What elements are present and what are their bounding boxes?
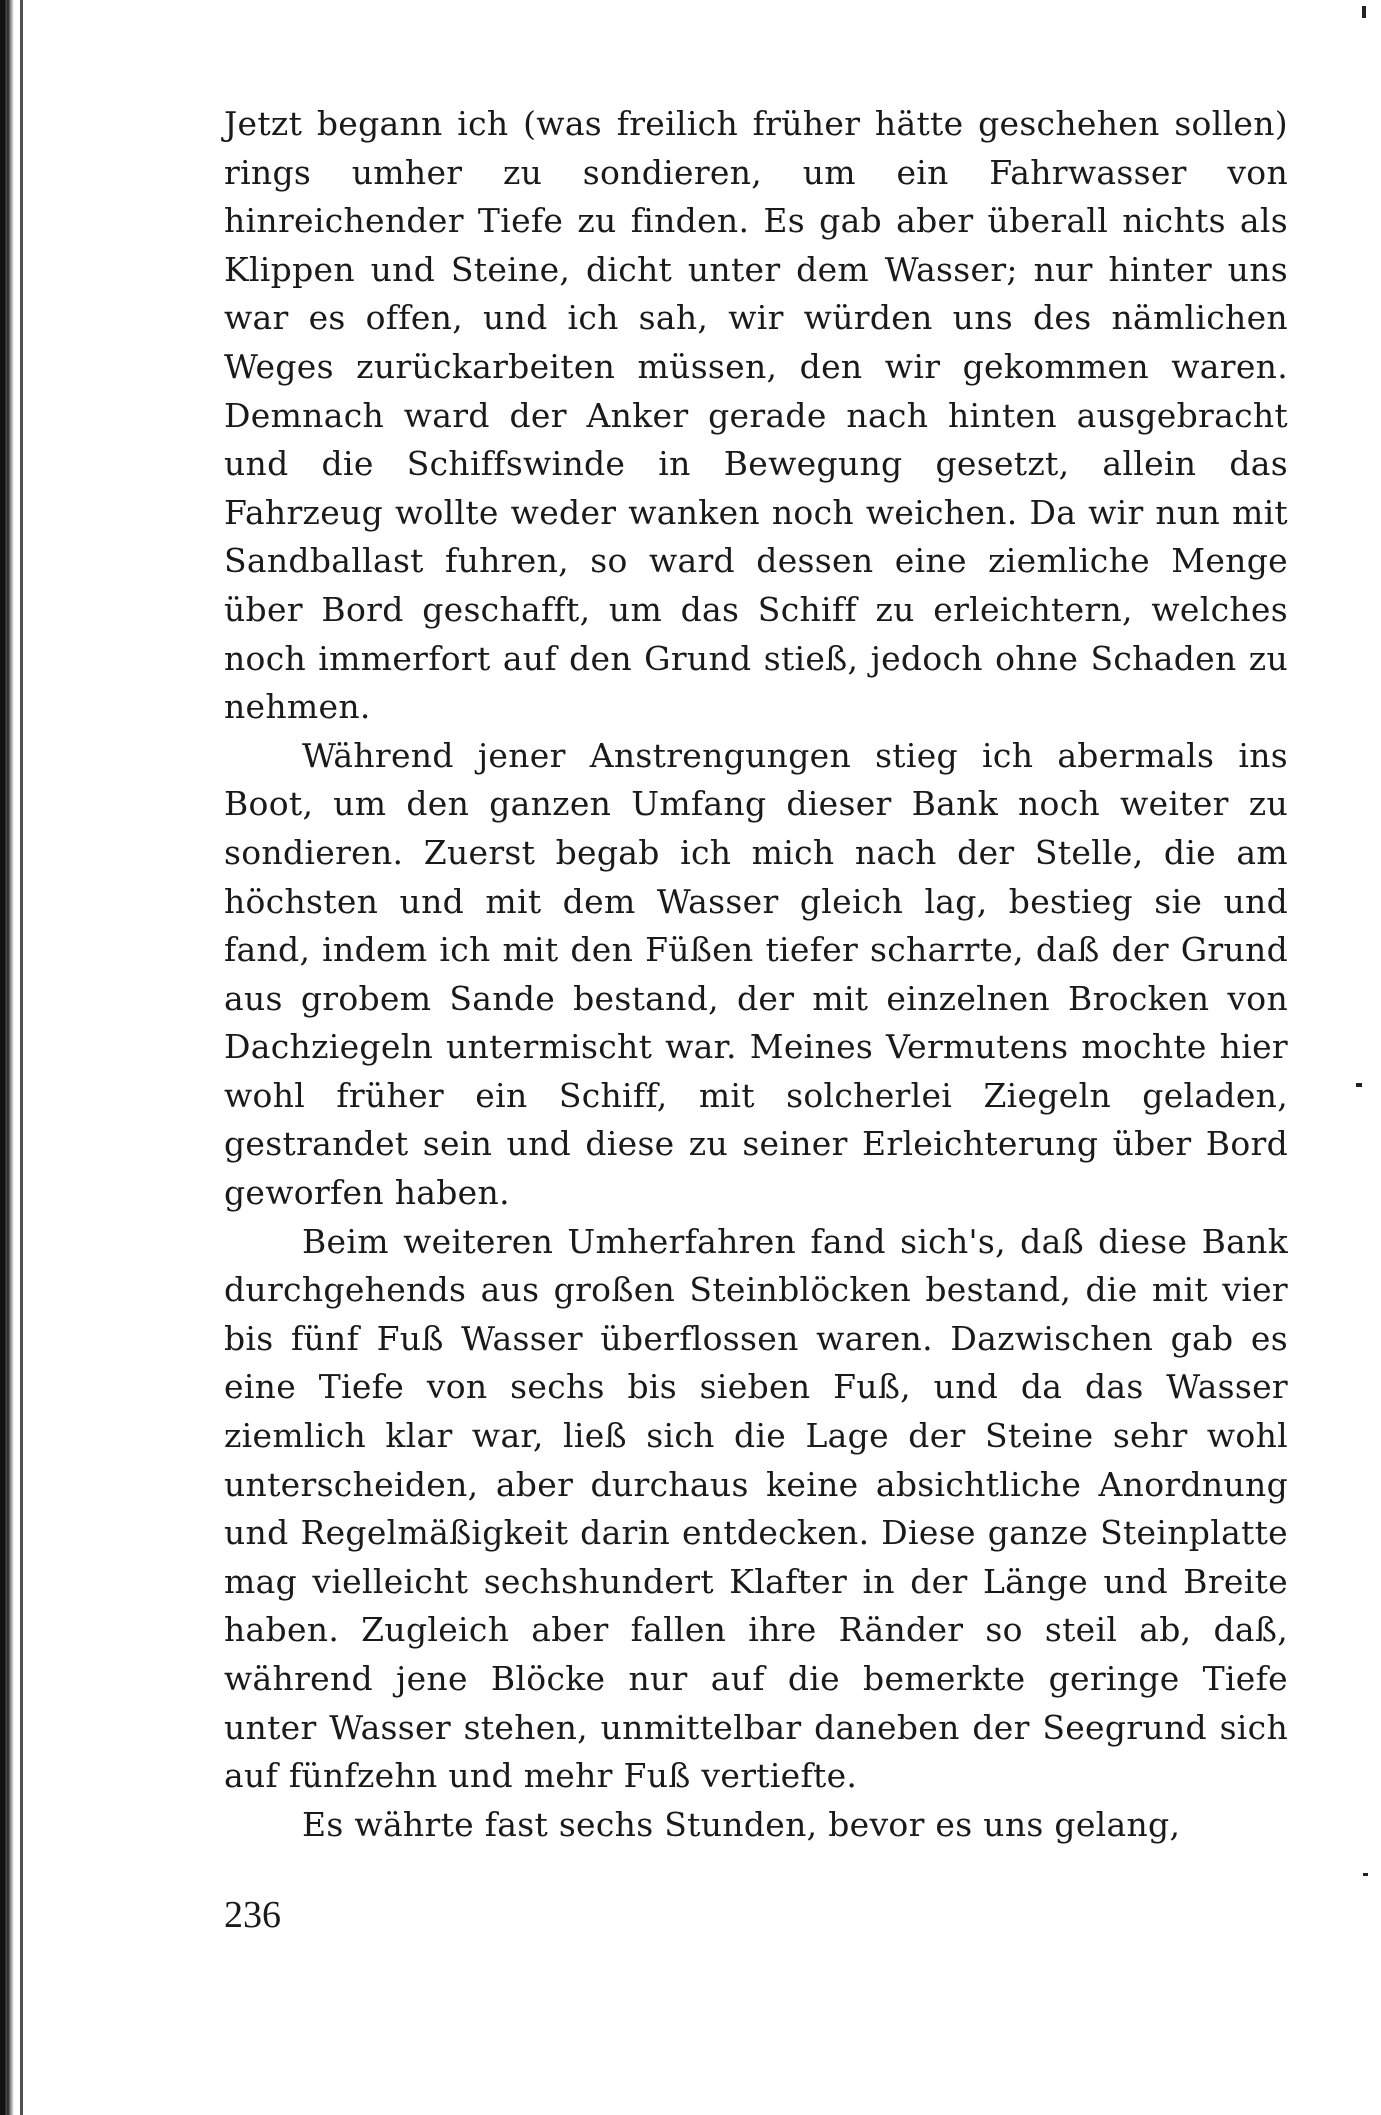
scan-mark-top <box>1362 6 1366 18</box>
paragraph-3: Beim weiteren Umherfahren fand sich's, daß diese Bank durchgehends aus großen Steinblöcken bestand, die mit vier bis fünf Fuß Wasser überflossen waren. Dazwischen gab es eine Tiefe von sechs bis sieben Fuß, und da das Wasser ziemlich klar war, ließ sich die Lage der Steine sehr wohl unterscheiden, aber durchaus keine absichtliche Anordnung und Regelmäßigkeit darin entdecken. Diese ganze Steinplatte mag vielleicht sechshundert Klafter in der Länge und Breite haben. Zugleich aber fallen ihre Ränder so steil ab, daß, während jene Blöcke nur auf die bemerkte geringe Tiefe unter Wasser stehen, unmittelbar daneben der Seegrund sich auf fünfzehn und mehr Fuß vertiefte. <box>224 1221 1288 1796</box>
scan-mark-bottom <box>1363 1873 1368 1876</box>
paragraph-1: Jetzt begann ich (was freilich früher hätte geschehen sollen) rings umher zu sondieren, um ein Fahrwasser von hinreichender Tiefe zu finden. Es gab aber überall nichts als Klippen und Steine, dicht unter dem Wasser; nur hinter uns war es offen, und ich sah, wir würden uns des nämlichen Weges zurückarbeiten müssen, den wir gekommen waren. Demnach ward der Anker gerade nach hinten ausgebracht und die Schiffswinde in Bewegung gesetzt, allein das Fahrzeug wollte weder wanken noch weichen. Da wir nun mit Sandballast fuhren, so ward dessen eine ziemliche Menge über Bord geschafft, um das Schiff zu erleichtern, welches noch immerfort auf den Grund stieß, jedoch ohne Schaden zu nehmen. <box>224 104 1288 727</box>
page-number: 236 <box>224 1894 281 1936</box>
scan-mark-middle <box>1356 1083 1362 1087</box>
paragraph-2: Während jener Anstrengungen stieg ich abermals ins Boot, um den ganzen Umfang dieser Bank noch weiter zu sondieren. Zuerst begab ich mich nach der Stelle, die am höchsten und mit dem Wasser gleich lag, bestieg sie und fand, indem ich mit den Füßen tiefer scharrte, daß der Grund aus grobem Sande bestand, der mit einzelnen Brocken von Dachziegeln untermischt war. Meines Vermutens mochte hier wohl früher ein Schiff, mit solcherlei Ziegeln geladen, gestrandet sein und diese zu seiner Erleichterung über Bord geworfen haben. <box>224 735 1288 1213</box>
book-binding-line <box>20 0 23 2115</box>
page-body <box>224 100 1288 1849</box>
book-binding-edge <box>0 0 14 2115</box>
paragraph-4: Es währte fast sechs Stunden, bevor es uns gelang, <box>302 1804 1181 1844</box>
